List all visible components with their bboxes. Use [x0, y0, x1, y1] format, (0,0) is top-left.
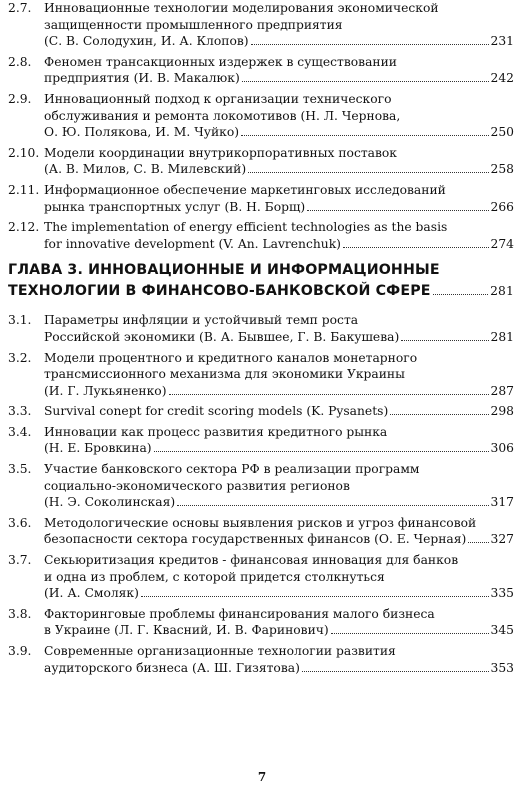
chapter-page-number: 281	[490, 284, 514, 299]
toc-entry-text: Инновационный подход к организации технического	[44, 91, 392, 106]
toc-entry-text: for innovative development (V. An. Lavrenchuk)	[44, 236, 341, 251]
leader-dots	[177, 505, 488, 506]
toc-entry-text: предприятия (И. В. Макалюк)	[44, 71, 240, 86]
toc-entry-text: (И. Г. Лукьяненко)	[44, 383, 167, 398]
leader-dots	[433, 294, 488, 295]
toc-entry-page: 266	[490, 199, 514, 214]
toc-entry-text: Модели процентного и кредитного каналов монетарного	[44, 350, 418, 365]
toc-entry	[8, 350, 514, 400]
toc-entry-text: (А. В. Милов, С. В. Милевский)	[44, 162, 247, 177]
toc-entry-page: 258	[490, 162, 514, 177]
toc-entry-text: безопасности сектора государственных финансов (О. Е. Черная)	[44, 532, 467, 547]
toc-entry-number: 3.2.	[8, 350, 32, 365]
toc-entry-line	[8, 219, 514, 236]
toc-group-chapter-2	[8, 0, 514, 252]
toc-entry-number: 3.3.	[8, 404, 32, 419]
toc-entry-text: Феномен трансакционных издержек в существовании	[44, 54, 397, 69]
toc-entry	[8, 606, 514, 639]
toc-entry-page: 250	[490, 125, 514, 140]
toc-entry-text: Survival conept for credit scoring models (K. Pysanets)	[44, 404, 389, 419]
toc-entry	[8, 461, 514, 511]
toc-entry-text: Инновационные технологии моделирования экономической	[44, 1, 439, 15]
toc-entry-line	[8, 643, 514, 660]
toc-entry-line	[8, 478, 514, 495]
toc-entry-line	[8, 199, 514, 216]
toc-entry-line	[8, 329, 514, 346]
toc-entry-line	[8, 403, 514, 420]
chapter-title-text: ТЕХНОЛОГИИ В ФИНАНСОВО-БАНКОВСКОЙ СФЕРЕ	[8, 283, 431, 300]
toc-entry-text: Факторинговые проблемы финансирования малого бизнеса	[44, 606, 435, 621]
toc-entry-line	[8, 124, 514, 141]
toc-entry-text: (Н. Э. Соколинская)	[44, 495, 176, 510]
toc-entry	[8, 515, 514, 548]
toc-entry-page: 353	[490, 660, 514, 675]
toc-entry-line	[8, 312, 514, 329]
toc-entry-line	[8, 585, 514, 602]
toc-entry-number: 3.9.	[8, 644, 32, 658]
toc-entry-text: (Н. Е. Бровкина)	[44, 441, 152, 456]
toc-entry-text: социально-экономического развития регионов	[44, 478, 350, 493]
leader-dots	[468, 542, 488, 543]
toc-entry-page: 306	[490, 441, 514, 456]
table-of-contents	[8, 0, 514, 680]
toc-entry-text: Параметры инфляции и устойчивый темп роста	[44, 313, 359, 328]
toc-entry-line	[8, 350, 514, 367]
toc-entry-page: 335	[490, 586, 514, 601]
chapter-title-line: ГЛАВА 3. ИННОВАЦИОННЫЕ И ИНФОРМАЦИОННЫЕ	[8, 262, 440, 279]
toc-entry-line	[8, 236, 514, 253]
toc-entry	[8, 182, 514, 215]
toc-entry-text: аудиторского бизнеса (А. Ш. Гизятова)	[44, 660, 300, 675]
toc-entry	[8, 54, 514, 87]
chapter-heading	[8, 260, 514, 302]
page-number: 7	[257, 770, 267, 784]
toc-entry-number: 2.11.	[8, 182, 40, 197]
leader-dots	[390, 414, 488, 415]
leader-dots	[302, 671, 489, 672]
toc-group-chapter-3	[8, 312, 514, 676]
toc-entry-text: Российской экономики (В. А. Бывшее, Г. В. Бакушева)	[44, 329, 400, 344]
toc-entry-text: и одна из проблем, с которой придется столкнуться	[44, 569, 385, 584]
toc-entry-text: The implementation of energy efficient technologies as the basis	[44, 220, 448, 235]
toc-entry-number: 3.4.	[8, 424, 32, 439]
toc-entry-text: защищенности промышленного предприятия	[44, 17, 343, 32]
toc-entry-text: О. Ю. Полякова, И. М. Чуйко)	[44, 125, 240, 140]
toc-entry-text: обслуживания и ремонта локомотивов (Н. Л. Чернова,	[44, 108, 401, 123]
toc-entry-text: трансмиссионного механизма для экономики Украины	[44, 367, 405, 382]
toc-entry-number: 3.1.	[8, 313, 32, 328]
toc-entry-line	[8, 17, 514, 34]
toc-entry-number: 2.12.	[8, 220, 40, 235]
toc-entry-line	[8, 70, 514, 87]
toc-entry-line	[8, 515, 514, 532]
toc-entry-line	[8, 33, 514, 50]
toc-entry-line	[8, 552, 514, 569]
toc-entry	[8, 91, 514, 141]
toc-entry-line	[8, 569, 514, 586]
leader-dots	[154, 451, 489, 452]
toc-entry	[8, 0, 514, 50]
toc-entry-text: Модели координации внутрикорпоративных поставок	[44, 145, 397, 160]
toc-entry-line	[8, 161, 514, 178]
leader-dots	[343, 247, 489, 248]
leader-dots	[401, 340, 488, 341]
toc-entry-line	[8, 0, 514, 17]
toc-entry-text: Участие банковского сектора РФ в реализации программ	[44, 462, 420, 477]
toc-entry-page: 345	[490, 623, 514, 638]
toc-entry-page: 274	[490, 236, 514, 251]
toc-entry-line	[8, 54, 514, 71]
leader-dots	[141, 596, 489, 597]
toc-entry-text: в Украине (Л. Г. Квасний, И. В. Фаринович)	[44, 623, 329, 638]
toc-entry-number: 3.8.	[8, 606, 32, 621]
toc-entry-line	[8, 91, 514, 108]
toc-entry-number: 3.6.	[8, 515, 32, 530]
toc-entry-page: 317	[490, 495, 514, 510]
toc-entry-line	[8, 108, 514, 125]
toc-entry	[8, 219, 514, 252]
toc-entry-number: 3.7.	[8, 553, 32, 568]
toc-entry-line	[8, 366, 514, 383]
toc-entry-text: Инновации как процесс развития кредитного рынка	[44, 424, 388, 439]
toc-entry-number: 2.9.	[8, 91, 32, 106]
toc-entry-line	[8, 531, 514, 548]
toc-entry-text: Современные организационные технологии развития	[44, 644, 396, 658]
toc-entry-line	[8, 440, 514, 457]
toc-entry-line	[8, 383, 514, 400]
toc-entry-line	[8, 145, 514, 162]
toc-entry	[8, 312, 514, 345]
toc-entry	[8, 643, 514, 676]
toc-entry-number: 3.5.	[8, 462, 32, 477]
toc-entry-text: Методологические основы выявления рисков и угроз финансовой	[44, 515, 477, 530]
toc-entry-line	[8, 622, 514, 639]
toc-entry-page: 281	[490, 329, 514, 344]
toc-entry-line	[8, 660, 514, 677]
toc-entry-text: рынка транспортных услуг (В. Н. Борщ)	[44, 199, 306, 214]
leader-dots	[241, 135, 488, 136]
leader-dots	[331, 633, 489, 634]
toc-entry-number: 2.7.	[8, 1, 32, 15]
toc-entry-line	[8, 606, 514, 623]
toc-entry	[8, 145, 514, 178]
toc-entry	[8, 403, 514, 420]
toc-entry-page: 298	[490, 404, 514, 419]
leader-dots	[251, 44, 489, 45]
toc-entry-number: 2.10.	[8, 145, 40, 160]
toc-entry-page: 231	[490, 34, 514, 49]
toc-entry-line	[8, 461, 514, 478]
toc-entry	[8, 552, 514, 602]
toc-entry	[8, 424, 514, 457]
leader-dots	[169, 394, 489, 395]
toc-entry-text: Секьюритизация кредитов - финансовая инновация для банков	[44, 553, 459, 568]
leader-dots	[248, 172, 488, 173]
toc-entry-number: 2.8.	[8, 54, 32, 69]
toc-entry-line	[8, 182, 514, 199]
toc-entry-text: (С. В. Солодухин, И. А. Клопов)	[44, 34, 249, 49]
toc-entry-text: Информационное обеспечение маркетинговых исследований	[44, 182, 446, 197]
leader-dots	[307, 210, 488, 211]
toc-entry-page: 242	[490, 71, 514, 86]
toc-entry-line	[8, 424, 514, 441]
leader-dots	[242, 81, 489, 82]
toc-entry-text: (И. А. Смоляк)	[44, 586, 139, 601]
toc-entry-line	[8, 494, 514, 511]
toc-entry-page: 287	[490, 383, 514, 398]
chapter-title-line	[8, 281, 514, 302]
toc-entry-page: 327	[490, 532, 514, 547]
